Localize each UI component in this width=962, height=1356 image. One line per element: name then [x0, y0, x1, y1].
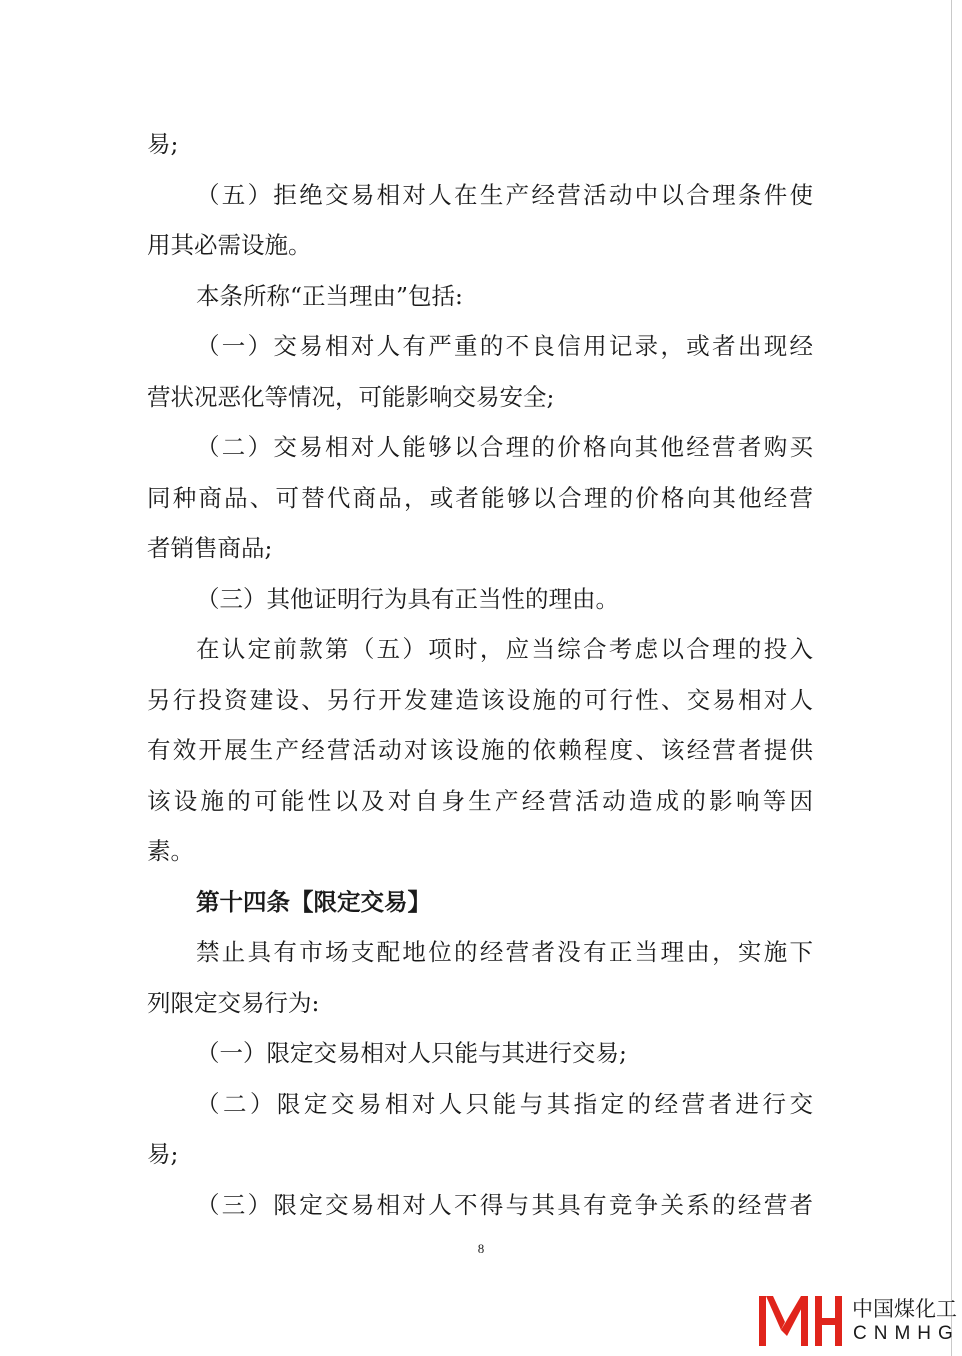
paragraph-line: （一）交易相对人有严重的不良信用记录，或者出现经 — [196, 332, 813, 360]
watermark-en-text: CNMHG — [853, 1323, 960, 1344]
paragraph-line: 禁止具有市场支配地位的经营者没有正当理由，实施下 — [196, 938, 813, 966]
watermark-cn-text: 中国煤化工 — [852, 1297, 957, 1321]
paragraph-line: 该设施的可能性以及对自身生产经营活动造成的影响等因 — [147, 786, 813, 815]
page-edge-divider — [951, 0, 952, 1356]
paragraph-line: 用其必需设施。 — [147, 231, 312, 259]
article-heading: 第十四条【限定交易】 — [196, 887, 431, 916]
paragraph-line: 列限定交易行为: — [147, 988, 320, 1017]
paragraph-line: 者销售商品; — [147, 534, 273, 562]
cnmhg-logo-icon — [757, 1292, 845, 1350]
watermark-logo — [757, 1292, 960, 1350]
paragraph-line: （三）限定交易相对人不得与其具有竞争关系的经营者 — [196, 1190, 813, 1219]
paragraph-line: 本条所称“正当理由”包括: — [196, 281, 463, 310]
paragraph-line: 在认定前款第（五）项时，应当综合考虑以合理的投入 — [196, 635, 813, 663]
page-number: 8 — [477, 1241, 485, 1256]
paragraph-line: 易; — [147, 130, 179, 158]
paragraph-line: 素。 — [147, 837, 194, 865]
paragraph-line: （三）其他证明行为具有正当性的理由。 — [196, 584, 619, 613]
paragraph-line: 有效开展生产经营活动对该设施的依赖程度、该经营者提供 — [147, 736, 813, 764]
paragraph-line: 同种商品、可替代商品，或者能够以合理的价格向其他经营 — [147, 483, 813, 512]
paragraph-line: 营状况恶化等情况，可能影响交易安全; — [147, 382, 555, 411]
paragraph-line: （二）交易相对人能够以合理的价格向其他经营者购买 — [196, 433, 813, 461]
document-body — [147, 119, 813, 1230]
paragraph-line: （一）限定交易相对人只能与其进行交易; — [196, 1039, 627, 1067]
paragraph-line: 另行投资建设、另行开发建造该设施的可行性、交易相对人 — [147, 685, 813, 714]
paragraph-line: 易; — [147, 1140, 179, 1168]
paragraph-line: （五）拒绝交易相对人在生产经营活动中以合理条件使 — [196, 180, 813, 209]
paragraph-line: （二）限定交易相对人只能与其指定的经营者进行交 — [196, 1089, 813, 1118]
